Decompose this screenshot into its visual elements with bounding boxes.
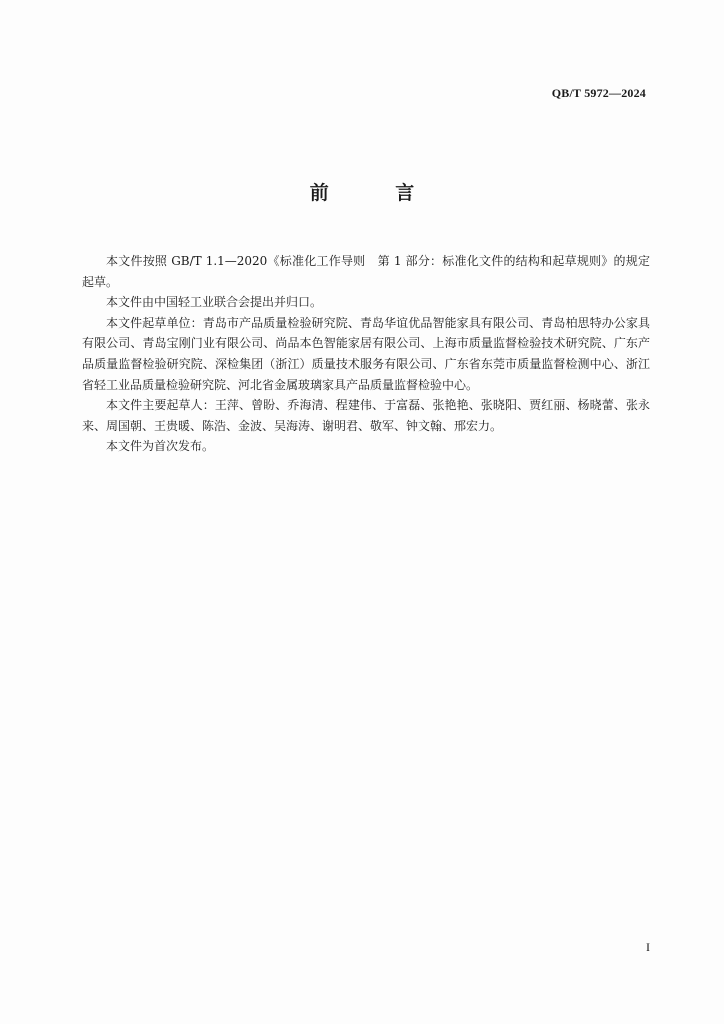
paragraph-drafting-basis: 本文件按照 GB/T 1.1—2020《标准化工作导则 第 1 部分：标准化文件的结构和起草规则》的规定起草。 bbox=[82, 254, 650, 289]
page-number: I bbox=[646, 940, 650, 954]
page-title: 前 言 bbox=[309, 182, 445, 204]
paragraph-first-release: 本文件为首次发布。 bbox=[106, 439, 215, 454]
paragraph-drafters: 本文件主要起草人：王萍、曾盼、乔海清、程建伟、于富磊、张艳艳、张晓阳、贾红丽、杨晓蕾、张永来、周国朝、王贵暖、陈浩、金波、吴海涛、谢明君、敬军、钟文翰、邢宏力。 bbox=[82, 398, 650, 433]
standard-number: QB/T 5972—2024 bbox=[551, 86, 646, 100]
paragraph-proposer: 本文件由中国轻工业联合会提出并归口。 bbox=[106, 295, 323, 310]
paragraph-drafting-units: 本文件起草单位：青岛市产品质量检验研究院、青岛华谊优品智能家具有限公司、青岛柏思特办公家具有限公司、青岛宝刚门业有限公司、尚品本色智能家居有限公司、上海市质量监督检验技术研究院、广东产品质量监督检验研究院、深检集团（浙江）质量技术服务有限公司、广东省东莞市质量监督检测中心、浙江省轻工业品质量检验研究院、河北省金属玻璃家具产品质量监督检验中心。 bbox=[82, 315, 650, 392]
preface-body bbox=[82, 251, 650, 457]
